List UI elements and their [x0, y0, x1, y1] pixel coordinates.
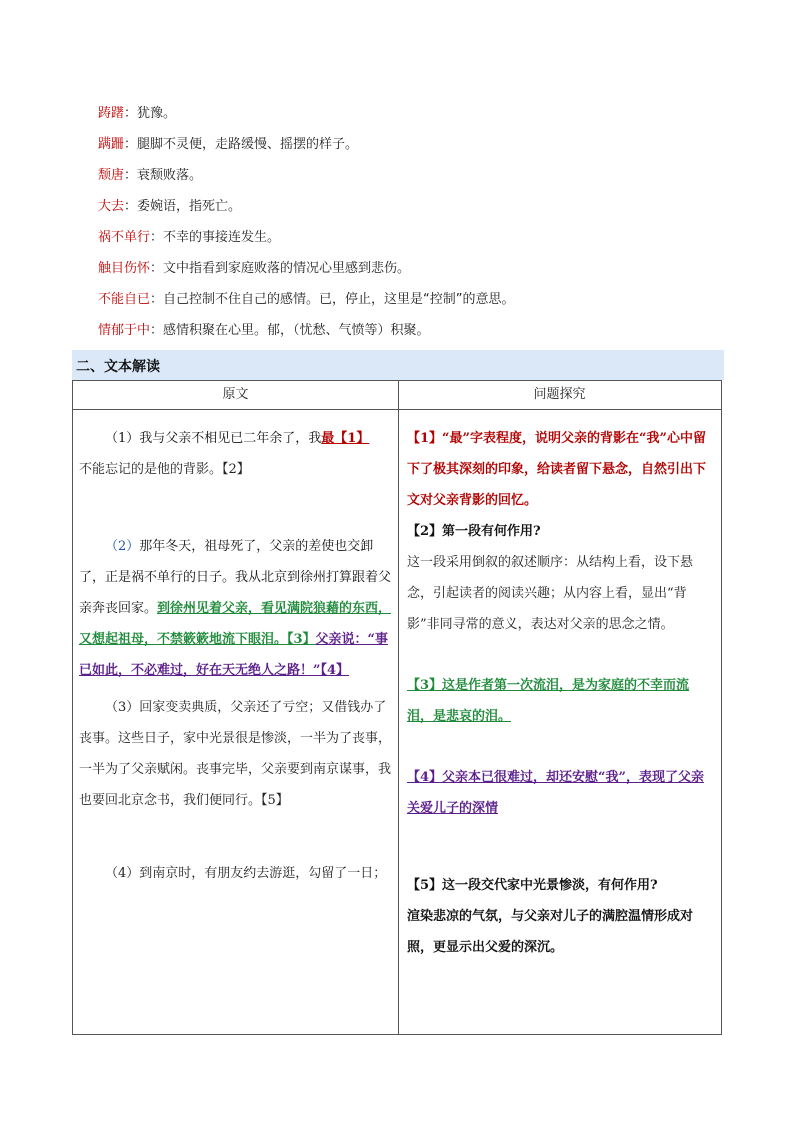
vocab-item — [98, 253, 738, 284]
paragraph-number: （2） — [105, 539, 140, 554]
vocab-definition: ：犹豫。 — [124, 106, 177, 121]
analysis-cell — [407, 423, 713, 963]
table-header — [73, 381, 721, 410]
paragraph-text: （1）我与父亲不相见已二年余了，我 — [105, 431, 322, 446]
vocab-term: 祸不单行 — [98, 230, 151, 245]
vocab-item — [98, 98, 738, 129]
note-3: 【3】这是作者第一次流泪，是为家庭的不幸而流泪，是悲哀的泪。 — [407, 678, 690, 724]
question-2: 【2】第一段有何作用? — [407, 524, 541, 539]
vocab-item — [98, 222, 738, 253]
highlighted-sentence-purple: 父亲说：“事已如此，不必难过，好在天无绝人之路！”【4】 — [79, 632, 389, 678]
vocab-term: 蹒跚 — [98, 137, 125, 152]
vocab-definition: ：衰颓败落。 — [124, 168, 203, 183]
column-divider — [398, 381, 399, 1034]
paragraph-3: （3）回家变卖典质，父亲还了亏空；又借钱办了丧事。这些日子，家中光景很是惨淡，一半为了丧事，一半为了父亲赋闲。丧事完毕，父亲要到南京谋事，我也要回北京念书，我们便同行。【5】 — [79, 700, 392, 808]
column-header-original-text: 原文 — [222, 387, 249, 402]
vocab-definition: ：自己控制不住自己的感情。已，停止，这里是“控制”的意思。 — [150, 292, 515, 307]
analysis-table — [72, 380, 722, 1035]
paragraph-1 — [79, 423, 393, 454]
vocab-term: 颓唐 — [98, 168, 125, 183]
vocab-item — [98, 160, 738, 191]
answer-5: 渲染悲凉的气氛，与父亲对儿子的满腔温情形成对照，更显示出父爱的深沉。 — [407, 909, 694, 955]
note-4-text: 【4】父亲本已很难过，却还安慰“我”，表现了父亲关爱儿子的深情 — [407, 770, 705, 816]
vocab-term: 大去 — [98, 199, 125, 214]
paragraph-1-cont: 不能忘记的是他的背影。【2】 — [79, 462, 250, 477]
vocab-definition: ：感情积聚在心里。郁，（忧愁、气愤等）积聚。 — [150, 323, 430, 338]
vocab-term: 情郁于中 — [98, 323, 151, 338]
vocab-item — [98, 129, 738, 160]
paragraph-4: （4）到南京时，有朋友约去游逛，勾留了一日； — [105, 866, 387, 881]
note-1: 【1】“最”字表程度，说明父亲的背影在“我”心中留下了极其深刻的印象，给读者留下悬念，自然引出下文对父亲背影的回忆。 — [407, 431, 707, 508]
highlighted-sentence-green: 到徐州见着父亲，看见满院狼藉的东西，又想起祖母，不禁簌簌地流下眼泪。【3】 — [79, 601, 392, 647]
answer-2: 这一段采用倒叙的叙述顺序：从结构上看，设下悬念，引起读者的阅读兴趣；从内容上看，显出“背影”非同寻常的意义，表达对父亲的思念之情。 — [407, 555, 694, 632]
column-header-questions: 问题探究 — [533, 387, 586, 402]
annotated-word: 最【1】 — [321, 431, 370, 446]
vocabulary-list — [98, 98, 738, 346]
vocab-definition: ：文中指看到家庭败落的情况心里感到悲伤。 — [150, 261, 411, 276]
vocab-definition: ：腿脚不灵便，走路缓慢、摇摆的样子。 — [124, 137, 359, 152]
question-5: 【5】这一段交代家中光景惨淡，有何作用? — [407, 878, 658, 893]
vocab-item — [98, 191, 738, 222]
paragraph-2 — [79, 531, 393, 686]
vocab-item — [98, 315, 738, 346]
vocab-term: 触目伤怀 — [98, 261, 151, 276]
original-text-cell — [79, 423, 393, 889]
note-4 — [407, 762, 713, 824]
vocab-term: 踌躇 — [98, 106, 125, 121]
vocab-definition: ：不幸的事接连发生。 — [150, 230, 281, 245]
section-title: 二、文本解读 — [76, 359, 160, 375]
vocab-term: 不能自已 — [98, 292, 151, 307]
paragraph-text: 那年冬天，祖母死了，父亲的差使也交卸了，正是祸不单行的日子。我从北京到徐州打算跟着父亲奔丧回家。 — [79, 539, 392, 616]
section-header — [72, 350, 724, 380]
vocab-definition: ：委婉语，指死亡。 — [124, 199, 242, 214]
vocab-item — [98, 284, 738, 315]
